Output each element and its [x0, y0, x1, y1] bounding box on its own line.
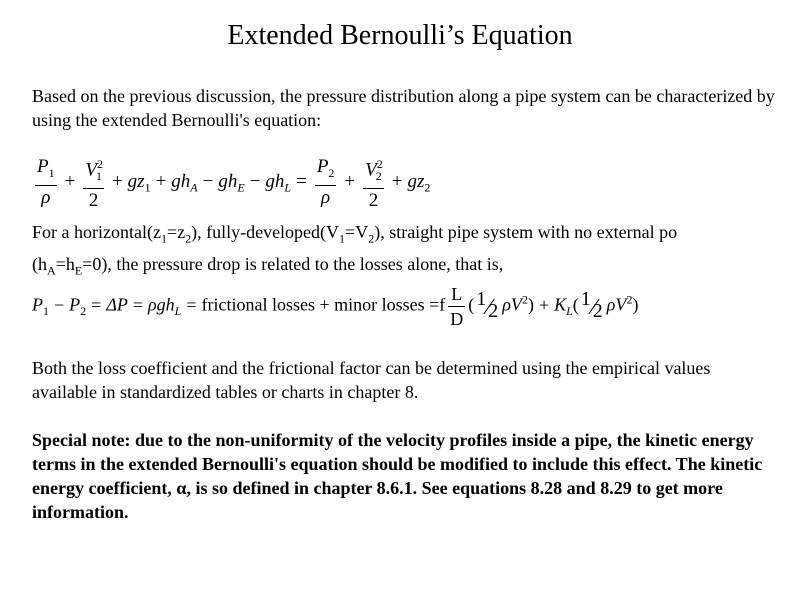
- p2-over-rho: $\frac{P_2}{\rho}$: [316, 156, 335, 208]
- special-note: Special note: due to the non-uniformity of the velocity profiles inside a pipe, the kinetic energy terms in the extended Bernoulli's equation should be modified to include this effect. The kinetic energy coefficient, α, is so defined in chapter 8.6.1. See equations 8.28 and 8.29 to get more information.: [32, 430, 763, 522]
- loss-coefficient-paragraph: Both the loss coefficient and the frictional factor can be determined using the empirical values available in standardized tables or charts in chapter 8.: [32, 358, 711, 402]
- p1-over-rho: $\frac{P_1}{\rho}$: [37, 156, 55, 208]
- v1sq-over-2: $\frac{V^2_1}{2}$: [83, 152, 104, 213]
- horizontal-condition-line: For a $horizontal(z_1=z_2)$, fully-$developed(V_1=V_2)$, straight pipe system with no external po: [32, 222, 678, 246]
- one-half-fraction: 1 2: [580, 287, 603, 322]
- pressure-drop-equation: $P_1 - P_2 = \Delta P = \rho gh_L$ = frictional losses + minor losses =f $\frac{L}{D}$ ( 1 2 $\rho V^2) + K_L$( 1 2 $\rho V^2$): [32, 284, 639, 329]
- page-title: Extended Bernoulli’s Equation: [227, 20, 573, 51]
- l-over-d: $\frac{L}{D}$: [450, 284, 464, 329]
- intro-paragraph: Based on the previous discussion, the pressure distribution along a pipe system can be characterized by using the extended Bernoulli's equation:: [32, 86, 775, 130]
- v2sq-over-2: $\frac{V^2_2}{2}$: [363, 152, 384, 213]
- one-half-fraction: 1 2: [476, 287, 499, 322]
- pressure-drop-line: $(h_A=h_E=0)$, the pressure drop is related to the losses alone, that is,: [32, 254, 504, 278]
- bernoulli-equation: $\frac{P_1}{\rho}$ + $\frac{V^2_1}{2}$ + $gz_1 + gh_A - gh_E - gh_L$ = $\frac{P_2}{\rho}$ + $\frac{V^2_2}{2}$ + $gz_2$: [32, 152, 430, 213]
